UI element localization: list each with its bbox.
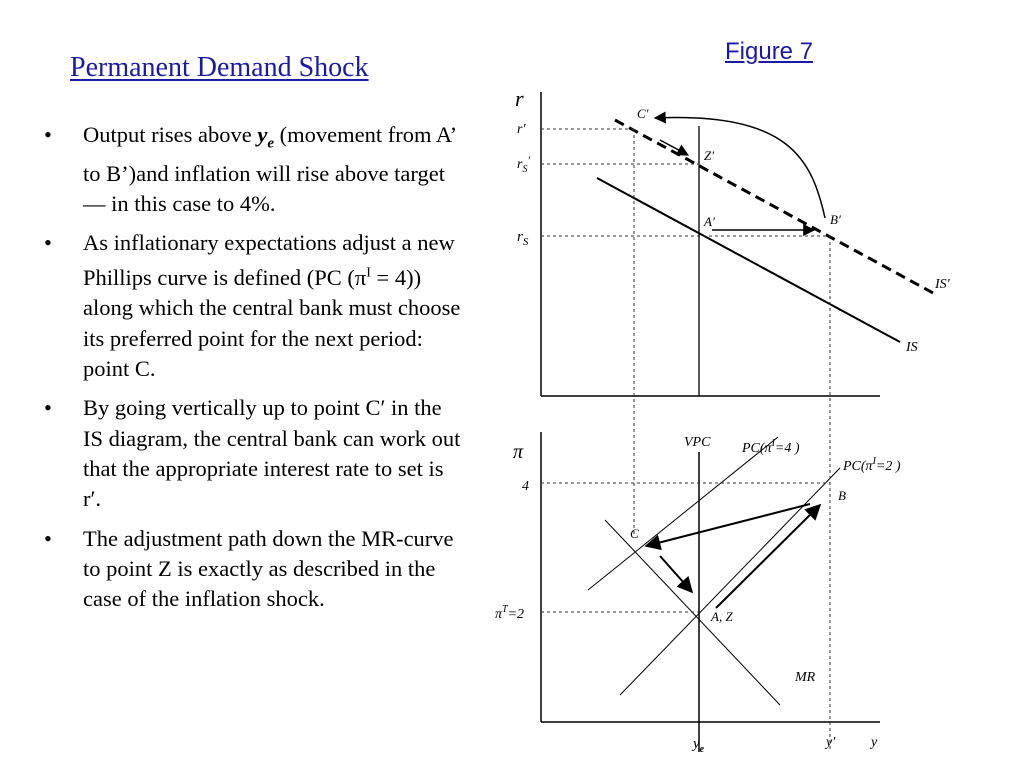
point-az-label: A, Z	[711, 609, 733, 624]
bullet-item	[40, 393, 465, 514]
bullet-text-run: I	[366, 265, 371, 281]
point-a-prime-label: A′	[704, 214, 715, 229]
point-c-prime-label: C′	[637, 106, 649, 121]
point-b-prime-label: B′	[830, 212, 841, 227]
figure-label: Figure 7	[725, 38, 814, 65]
bullet-dot: •	[44, 122, 52, 147]
x-tick-ye: $y_e$	[693, 736, 705, 755]
bullet-text	[83, 526, 454, 612]
bullet-text	[83, 395, 460, 511]
arrow-b-prime-to-c-prime	[655, 117, 825, 218]
is-curve	[597, 178, 900, 342]
bullet-item	[40, 120, 465, 219]
bullet-text-run: = 4)) along which the central bank must choose its preferred point for the next period: point C.	[83, 265, 461, 382]
point-b-label: B	[838, 488, 846, 503]
bullet-text	[83, 230, 460, 381]
tick-pi-4: 4	[522, 479, 529, 494]
bottom-panel	[495, 432, 901, 752]
point-z-prime-label: Z′	[704, 148, 715, 163]
bullet-text-run: Output rises above	[83, 122, 258, 147]
arrow-a-to-b	[716, 505, 820, 608]
bullet-text-run: e	[267, 135, 275, 152]
tick-r-prime: r′	[517, 122, 526, 137]
x-tick-y-prime: y′	[826, 735, 836, 750]
tick-rs: $r_S$	[517, 229, 529, 248]
bullet-text	[83, 122, 455, 216]
bullet-item	[40, 524, 465, 615]
pc-pi4-label: $PC(\pi^I=4$ )	[742, 438, 800, 456]
mr-label: MR	[795, 670, 816, 685]
is-pc-mr-diagram	[470, 80, 950, 764]
bullet-dot: •	[44, 395, 52, 421]
slide-title: Permanent Demand Shock	[70, 52, 369, 83]
pc-pi4-curve	[588, 437, 778, 590]
pc-pi2-label: $PC(\pi^I=2$ )	[843, 456, 901, 474]
top-panel	[515, 86, 951, 396]
is-prime-label: IS′	[935, 277, 950, 292]
bullet-item	[40, 228, 465, 384]
bullet-text-run: As inflationary expectations adjust a new Phillips curve is defined (PC (π	[83, 230, 455, 291]
bullet-text-run: (movement from A’ to B’)and inflation will rise above target — in this case to 4%.	[83, 122, 456, 217]
bullet-text-run: By going vertically up to point C′ in the IS diagram, the central bank can work out that the appropriate interest rate to set is r′.	[83, 395, 461, 512]
tick-pi-target: $\pi^T=2$	[495, 604, 525, 622]
is-label: IS	[906, 340, 918, 355]
top-y-axis-label: r	[515, 86, 524, 111]
is-prime-curve	[615, 120, 935, 294]
bullet-dot: •	[44, 230, 52, 256]
point-c-label: C	[630, 526, 639, 541]
pc-pi2-curve	[620, 468, 840, 695]
arrow-c-to-z	[660, 556, 692, 592]
bottom-y-axis-label: π	[513, 441, 524, 463]
bullet-text-run: The adjustment path down the MR-curve to point Z is exactly as described in the case of the inflation shock.	[83, 525, 454, 612]
bullet-list	[40, 120, 465, 623]
vpc-label: VPC	[684, 435, 711, 450]
bullet-text-run: y	[257, 122, 268, 147]
tick-rs-prime: $r_S'$	[517, 153, 531, 175]
x-axis-label-y: y	[871, 735, 878, 750]
bullet-dot: •	[44, 525, 52, 551]
